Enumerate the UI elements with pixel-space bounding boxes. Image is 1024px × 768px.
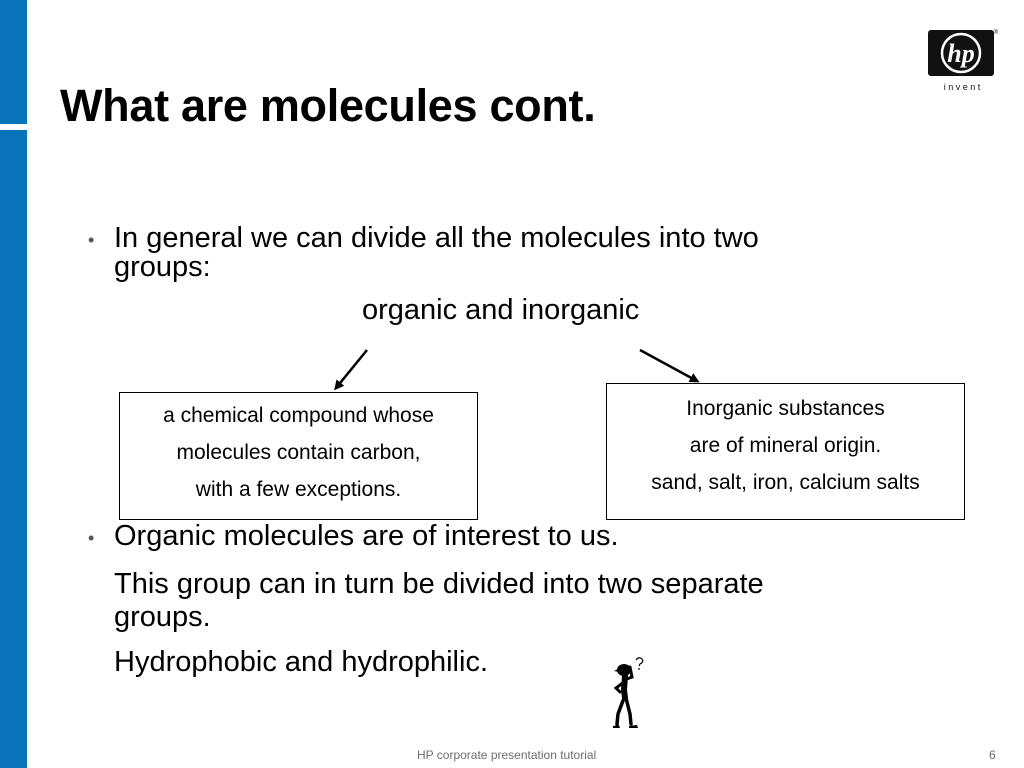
hp-logo-tagline: i n v e n t [943, 82, 981, 92]
hp-logo [925, 26, 1000, 96]
bullet2-line2: This group can in turn be divided into two separate [114, 568, 764, 600]
arrow-to-organic-box [336, 350, 367, 388]
organic-inorganic-label: organic and inorganic [362, 294, 640, 326]
bullet2-line3: groups. [114, 601, 211, 633]
inorganic-box-line3: sand, salt, iron, calcium salts [651, 471, 920, 494]
page-number: 6 [989, 748, 996, 762]
organic-definition-box [119, 392, 478, 520]
inorganic-box-line2: are of mineral origin. [689, 434, 882, 457]
hp-logo-mark: hp [947, 39, 975, 68]
inorganic-box-line1: Inorganic substances [686, 397, 885, 420]
bullet1-line2: groups: [114, 251, 211, 283]
bullet2-line4: Hydrophobic and hydrophilic. [114, 646, 488, 678]
registered-mark: ® [993, 30, 998, 36]
organic-box-line1: a chemical compound whose [163, 404, 434, 427]
slide-title: What are molecules cont. [60, 80, 596, 131]
arrow-to-inorganic-box [640, 350, 697, 381]
bullet1-line1: In general we can divide all the molecules into two [114, 222, 759, 254]
bullet2-line1: Organic molecules are of interest to us. [114, 520, 619, 552]
bullet-icon: • [88, 528, 95, 548]
thinking-figure-icon [600, 652, 650, 732]
bullet-icon: • [88, 230, 95, 250]
left-accent-notch [0, 124, 30, 130]
footer-caption: HP corporate presentation tutorial [417, 748, 597, 762]
inorganic-definition-box [606, 383, 965, 520]
left-accent-bar [0, 0, 27, 768]
organic-box-line2: molecules contain carbon, [176, 441, 421, 464]
organic-box-line3: with a few exceptions. [195, 478, 402, 501]
